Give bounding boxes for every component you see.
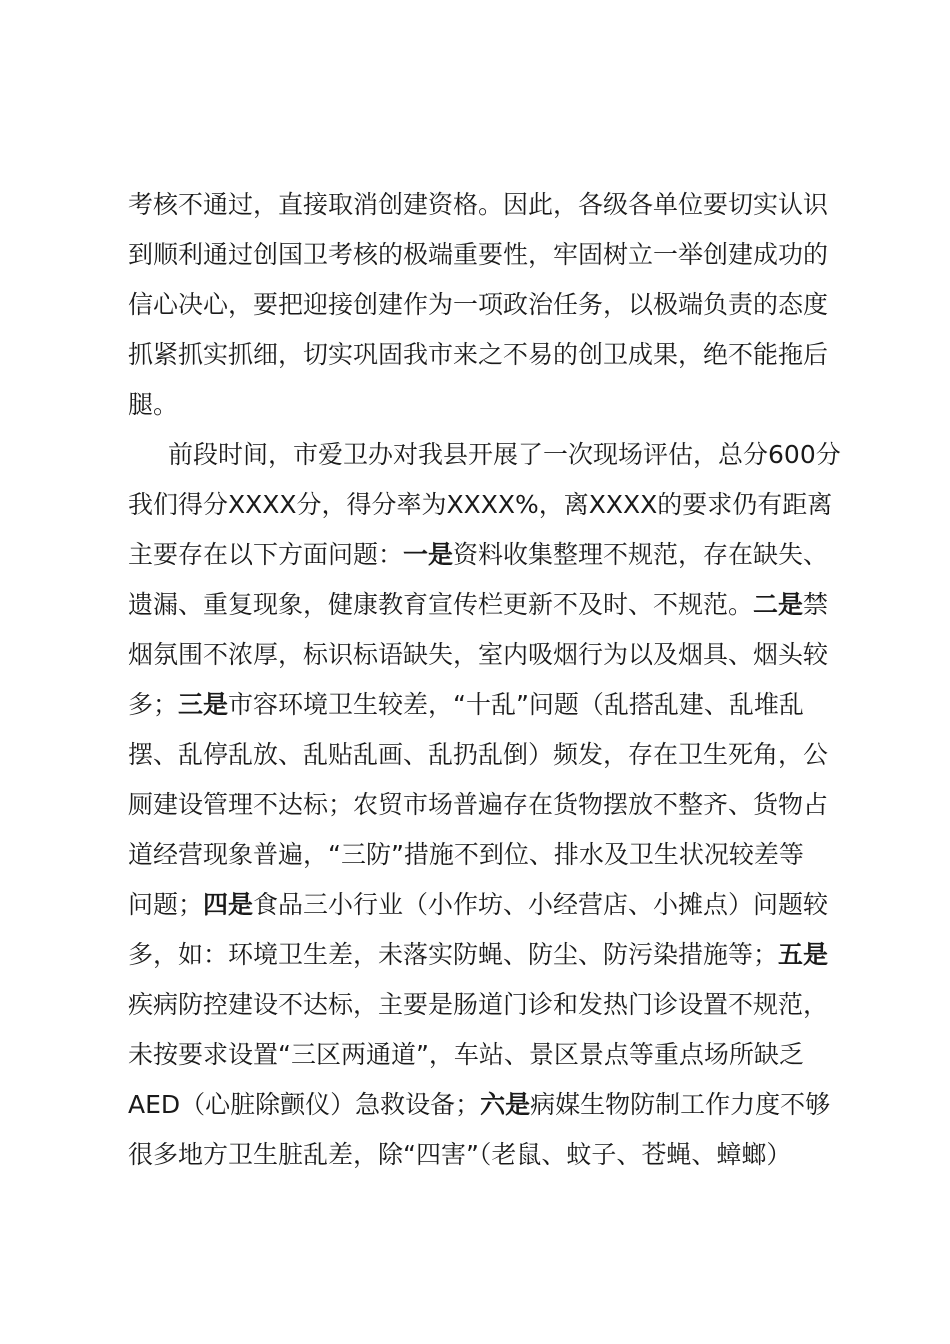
- text-line-6: 前段时间，市爱卫办对我县开展了一次现场评估，总分600分: [168, 440, 841, 469]
- text-line-16: 多，如：环境卫生差，未落实防蝇、防尘、防污染措施等；五是: [128, 940, 829, 969]
- body-text: [128, 180, 848, 1180]
- point-marker-5: 五是: [778, 940, 829, 969]
- text-line-17: 疾病防控建设不达标，主要是肠道门诊和发热门诊设置不规范，: [128, 990, 829, 1019]
- text-line-8: 主要存在以下方面问题：一是资料收集整理不规范，存在缺失、: [128, 540, 829, 569]
- text-line-18: 未按要求设置“三区两通道”，车站、景区景点等重点场所缺乏: [128, 1040, 804, 1069]
- text-line-3: 信心决心，要把迎接创建作为一项政治任务，以极端负责的态度: [128, 290, 829, 319]
- text-line-1: 考核不通过，直接取消创建资格。因此，各级各单位要切实认识: [128, 190, 829, 219]
- point-marker-3: 三是: [178, 690, 229, 719]
- text-line-19: AED（心脏除颤仪）急救设备；六是病媒生物防制工作力度不够: [128, 1090, 831, 1119]
- point-marker-6: 六是: [480, 1090, 531, 1119]
- text-line-14: 道经营现象普遍，“三防”措施不到位、排水及卫生状况较差等: [128, 840, 804, 869]
- text-line-9: 遗漏、重复现象，健康教育宣传栏更新不及时、不规范。二是禁: [128, 590, 829, 619]
- text-line-11: 多；三是市容环境卫生较差，“十乱”问题（乱搭乱建、乱堆乱: [128, 690, 804, 719]
- text-line-2: 到顺利通过创国卫考核的极端重要性，牢固树立一举创建成功的: [128, 240, 829, 269]
- text-line-10: 烟氛围不浓厚，标识标语缺失，室内吸烟行为以及烟具、烟头较: [128, 640, 829, 669]
- text-line-4: 抓紧抓实抓细，切实巩固我市来之不易的创卫成果，绝不能拖后: [128, 340, 829, 369]
- text-line-12: 摆、乱停乱放、乱贴乱画、乱扔乱倒）频发，存在卫生死角，公: [128, 740, 829, 769]
- point-marker-4: 四是: [203, 890, 254, 919]
- text-line-15: 问题；四是食品三小行业（小作坊、小经营店、小摊点）问题较: [128, 890, 829, 919]
- text-line-7: 我们得分XXXX分，得分率为XXXX%，离XXXX的要求仍有距离: [128, 490, 833, 519]
- text-line-20: 很多地方卫生脏乱差，除“四害”（老鼠、蚊子、苍蝇、蟑螂）: [128, 1140, 792, 1169]
- text-line-13: 厕建设管理不达标；农贸市场普遍存在货物摆放不整齐、货物占: [128, 790, 829, 819]
- point-marker-2: 二是: [753, 590, 804, 619]
- text-line-5: 腿。: [128, 390, 179, 419]
- point-marker-1: 一是: [403, 540, 454, 569]
